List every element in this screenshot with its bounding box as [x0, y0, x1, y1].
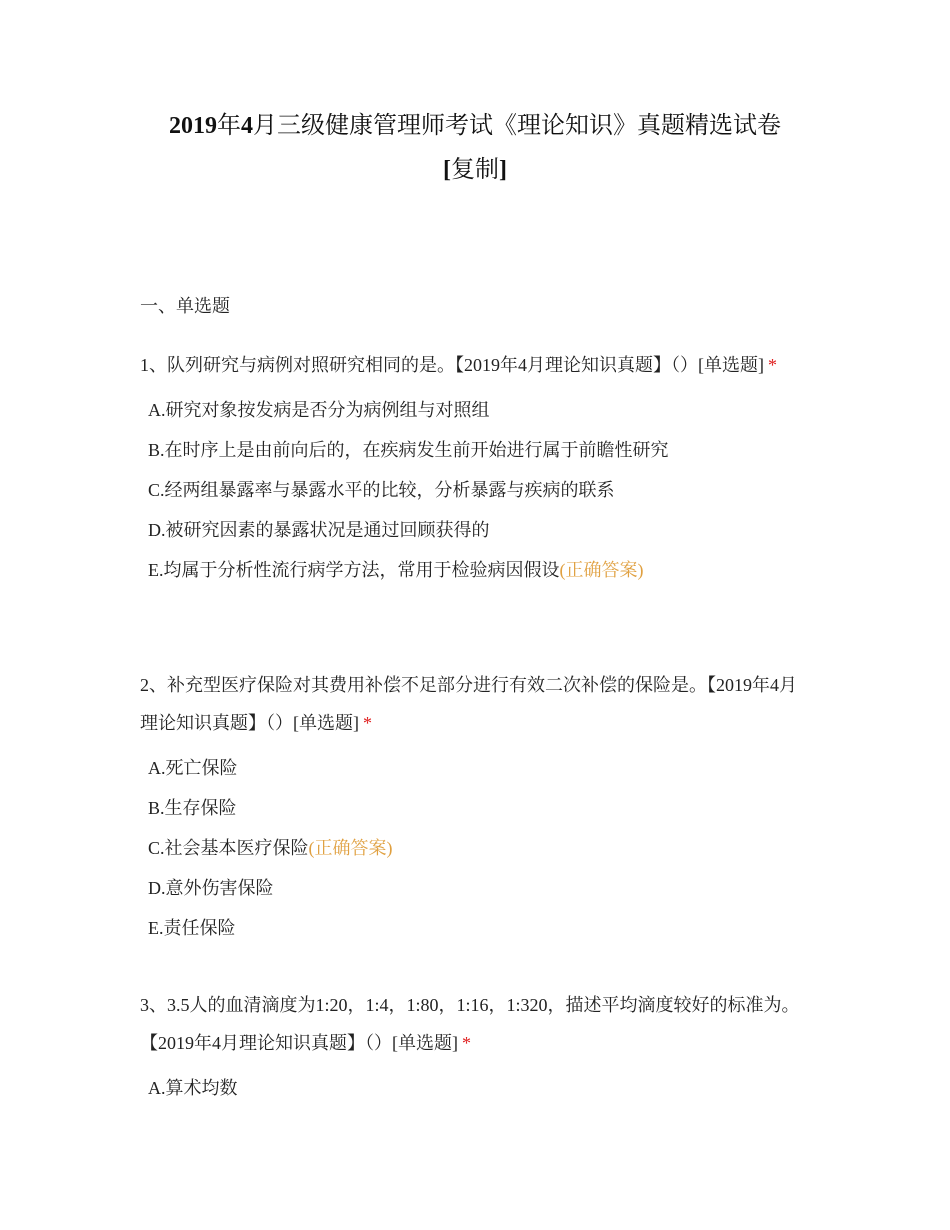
title-year: 2019	[169, 113, 217, 139]
option-d[interactable]: D.意外伤害保险	[148, 878, 274, 898]
option-c[interactable]: C.经两组暴露率与暴露水平的比较，分析暴露与疾病的联系	[148, 480, 615, 500]
option-c-text: C.社会基本医疗保险	[148, 838, 309, 858]
question-2-options	[140, 748, 810, 948]
required-mark: *	[462, 1033, 471, 1053]
option-a[interactable]: A.算术均数	[148, 1078, 238, 1098]
question-1-text	[140, 346, 810, 384]
question-1	[140, 346, 810, 590]
option-e[interactable]	[148, 550, 810, 590]
option-b[interactable]: B.生存保险	[148, 798, 237, 818]
question-text: 1、队列研究与病例对照研究相同的是。【2019年4月理论知识真题】（）[单选题]	[140, 355, 764, 375]
required-mark: *	[363, 713, 372, 733]
document-title	[140, 104, 810, 192]
question-2	[140, 666, 810, 948]
option-e[interactable]: E.责任保险	[148, 918, 236, 938]
title-copy-open: [	[443, 157, 451, 183]
question-3	[140, 986, 810, 1108]
question-text: 2、补充型医疗保险对其费用补偿不足部分进行有效二次补偿的保险是。【2019年4月理论知识真题】（）[单选题]	[140, 675, 797, 733]
correct-answer-label: (正确答案)	[308, 838, 393, 858]
option-a[interactable]: A.死亡保险	[148, 758, 238, 778]
title-copy-close: ]	[499, 157, 507, 183]
title-copy-word: 复制	[451, 157, 499, 183]
question-3-options	[140, 1068, 810, 1108]
title-rest: 月三级健康管理师考试《理论知识》真题精选试卷	[253, 113, 781, 139]
question-2-text	[140, 666, 810, 742]
correct-answer-label: (正确答案)	[559, 560, 644, 580]
option-a[interactable]: A.研究对象按发病是否分为病例组与对照组	[148, 400, 490, 420]
option-d[interactable]: D.被研究因素的暴露状况是通过回顾获得的	[148, 520, 490, 540]
required-mark: *	[768, 355, 777, 375]
title-month: 4	[241, 113, 253, 139]
option-b[interactable]: B.在时序上是由前向后的，在疾病发生前开始进行属于前瞻性研究	[148, 440, 669, 460]
option-c[interactable]	[148, 828, 810, 868]
question-1-options	[140, 390, 810, 590]
question-text: 3、3.5人的血清滴度为1:20，1:4，1:80，1:16，1:320，描述平均滴度较好的标准为。【2019年4月理论知识真题】（）[单选题]	[140, 995, 800, 1053]
section-heading: 一、单选题	[140, 296, 230, 316]
title-year-suffix: 年	[217, 113, 241, 139]
question-3-text	[140, 986, 810, 1062]
option-e-text: E.均属于分析性流行病学方法，常用于检验病因假设	[148, 560, 560, 580]
